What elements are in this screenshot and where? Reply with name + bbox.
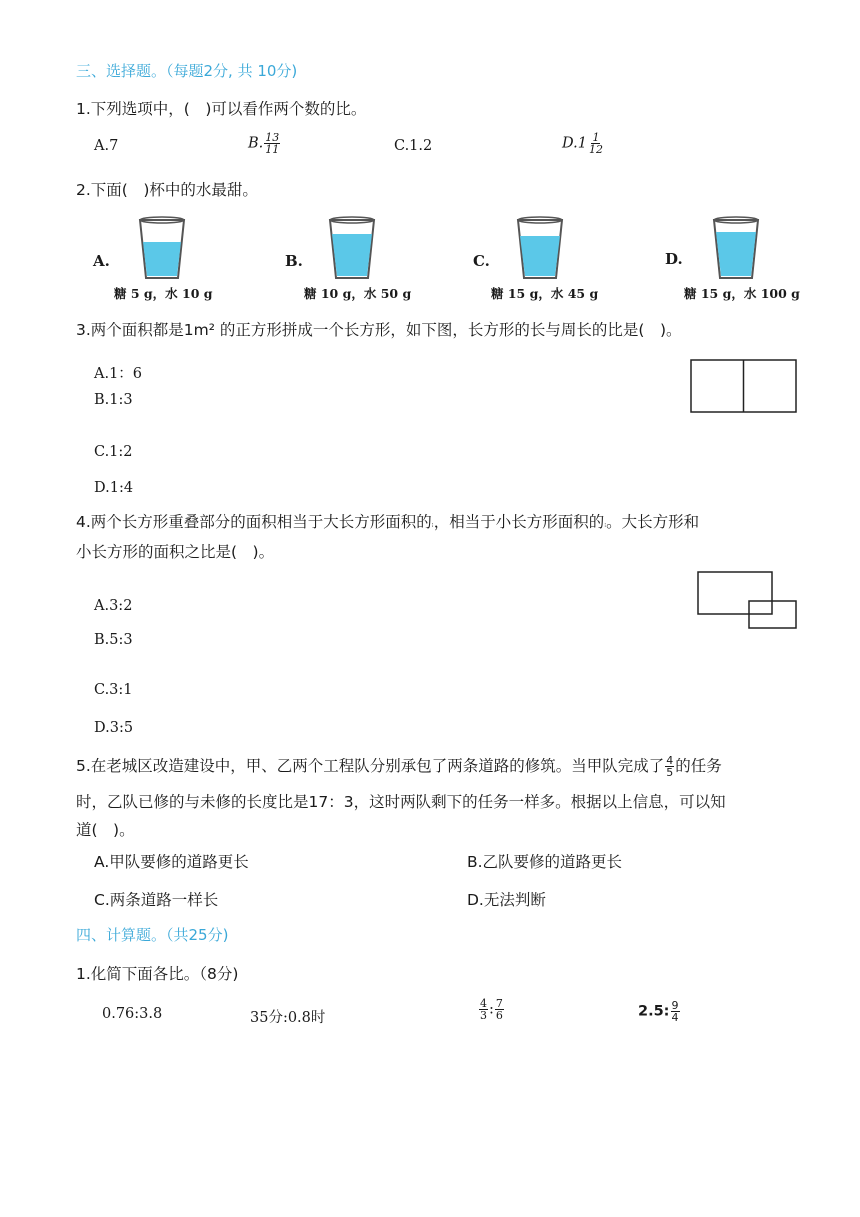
cup-b-icon [328, 216, 376, 280]
question-4-stem-line1: 4.两个长方形重叠部分的面积相当于大长方形面积的⁝，相当于小长方形面积的⁝。大长方形和 [76, 513, 700, 531]
q4-option-a: A.3:2 [94, 598, 133, 614]
question-5-line3: 道( )。 [76, 821, 135, 839]
q1-option-d: D.1 $\frac{1}{12}$ [562, 131, 603, 156]
cup-a-letter: A. [93, 252, 110, 270]
q1-option-b: B. $\frac{13}{11}$ [248, 131, 280, 156]
ratio-item-4: 2.5: $\frac{9}{4}$ [638, 999, 679, 1024]
cup-c-label: 糖 15 g，水 45 g [491, 286, 599, 301]
q4-option-c: C.3:1 [94, 682, 133, 698]
cup-c-icon [516, 216, 564, 280]
q4-option-b: B.5:3 [94, 632, 133, 648]
blurred-fraction-1: ⁝ [431, 522, 434, 529]
q3-option-b: B.1:3 [94, 392, 133, 408]
q3-option-d: D.1:4 [94, 480, 134, 496]
cup-a-icon [138, 216, 186, 280]
ratio-item-2: 35分:0.8时 [250, 1010, 326, 1026]
q3-option-c: C.1:2 [94, 444, 133, 460]
q5-option-c: C.两条道路一样长 [94, 891, 219, 909]
cup-d-icon [712, 216, 760, 280]
question-3-stem: 3.两个面积都是1m² 的正方形拼成一个长方形，如下图，长方形的长与周长的比是( )。 [76, 321, 682, 339]
two-squares-figure [690, 359, 798, 415]
cup-c-letter: C. [473, 252, 490, 270]
q3-option-a: A.1：6 [94, 366, 143, 382]
question-4-stem-line2: 小长方形的面积之比是( )。 [76, 543, 275, 561]
section-3-heading: 三、选择题。（每题2分, 共 10分) [76, 62, 298, 80]
overlapping-rectangles-figure [697, 571, 799, 631]
cup-a-label: 糖 5 g，水 10 g [114, 286, 213, 301]
calc-question-1-stem: 1.化简下面各比。（8分) [76, 965, 239, 983]
question-2-stem: 2.下面( )杯中的水最甜。 [76, 181, 258, 199]
q1-option-c: C.1.2 [394, 138, 433, 154]
ratio-item-3: $\frac{4}{3}$ : $\frac{7}{6}$ [480, 997, 503, 1022]
cup-b-letter: B. [285, 252, 303, 270]
q5-option-b: B.乙队要修的道路更长 [467, 853, 623, 871]
question-5-line1: 5.在老城区改造建设中，甲、乙两个工程队分别承包了两条道路的修筑。当甲队完成了 $\frac{4}{5}$ 的任务 [76, 754, 722, 779]
question-1-stem: 1.下列选项中，( )可以看作两个数的比。 [76, 100, 367, 118]
ratio-item-1: 0.76:3.8 [102, 1006, 163, 1022]
q4-option-d: D.3:5 [94, 720, 134, 736]
q1-option-a: A.7 [94, 138, 119, 154]
section-4-heading: 四、计算题。（共25分) [76, 926, 229, 944]
cup-d-letter: D. [665, 250, 683, 268]
blurred-fraction-2: ⁝ [604, 522, 607, 529]
cups-figure [76, 210, 806, 305]
q5-option-a: A.甲队要修的道路更长 [94, 853, 249, 871]
cup-d-label: 糖 15 g，水 100 g [684, 286, 800, 301]
cup-b-label: 糖 10 g，水 50 g [304, 286, 412, 301]
q5-option-d: D.无法判断 [467, 891, 546, 909]
question-5-line2: 时，乙队已修的与未修的长度比是17：3，这时两队剩下的任务一样多。根据以上信息，可以知 [76, 793, 726, 811]
